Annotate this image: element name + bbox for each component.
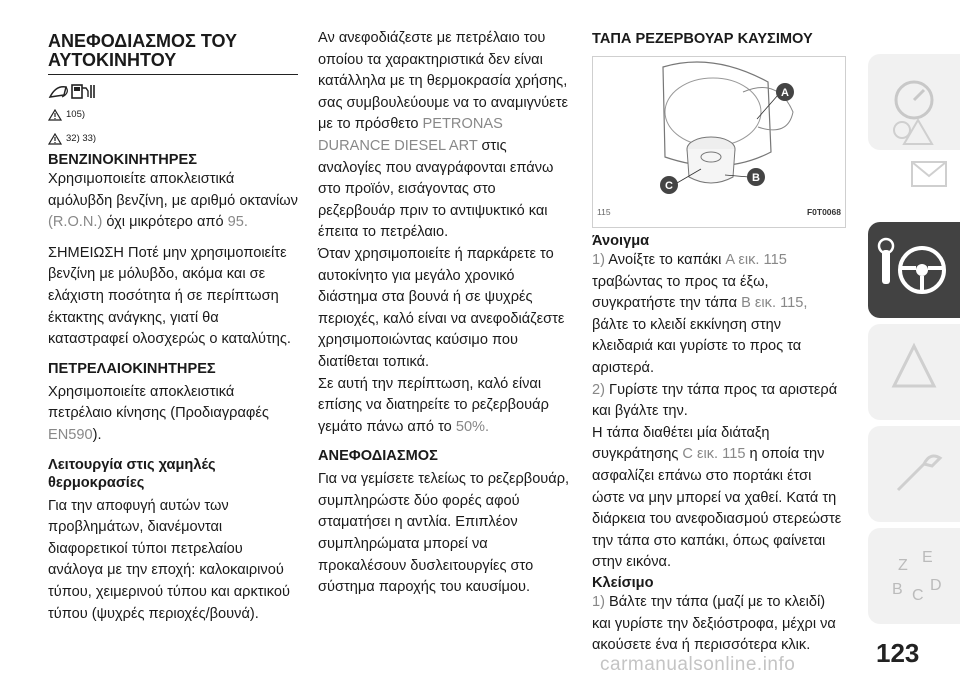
mail-tab-icon	[868, 148, 960, 208]
fuel-cap-illustration	[593, 57, 845, 207]
fuel-cap-figure	[592, 56, 846, 228]
tank-level-paragraph: Σε αυτή την περίπτωση, καλό είναι επίσης να διατηρείτε το ρεζερβουάρ γεμάτο πάνω από το 50%.	[318, 375, 549, 435]
diesel-heading: ΠΕΤΡΕΛΑΙΟΚΙΝΗΤΗΡΕΣ	[48, 360, 216, 377]
cold-region-paragraph: Όταν χρησιμοποιείτε ή παρκάρετε το αυτοκίνητο για μεγάλο χρονικό διάστημα στα βουνά ή σε ψυχρές περιοχές, καλό είναι να ανεφοδιάζεστε χρησιμοποιώντας καύσιμο που διατίθεται τοπικά.	[318, 245, 565, 370]
opening-step-1: 1) Ανοίξτε το καπάκι A εικ. 115 τραβώντας το προς τα έξω, συγκρατήστε την τάπα B εικ. 115, βάλτε το κλειδί εκκίνηση στην κλειδαριά και γυρίστε το προς τα αριστερά.	[592, 252, 808, 376]
svg-text:Z: Z	[898, 557, 908, 574]
key-steering-tab-icon	[868, 222, 960, 318]
diesel-text: Χρησιμοποιείτε αποκλειστικά πετρέλαιο κίνησης (Προδιαγραφές EN590).	[48, 383, 269, 443]
low-temp-text: Για την αποφυγή αυτών των προβλημάτων, διανέμονται διαφορετικοί τύποι πετρελαίου ανάλογα με την εποχή: καλοκαιρινού τύπου, χειμερινού τύπου και αρκτικού τύπου (ψυχρές περιοχές/βουνά).	[48, 497, 291, 622]
watermark: carmanualsonline.info	[600, 654, 796, 675]
roadside-tab-icon	[868, 324, 960, 420]
fuel-pump-leaf-icon	[48, 81, 300, 103]
petrol-heading: ΒΕΝΖΙΝΟΚΙΝΗΤΗΡΕΣ	[48, 152, 198, 168]
section-title: ΑΝΕΦΟΔΙΑΣΜΟΣ ΤΟΥ ΑΥΤΟΚΙΝΗΤΟΥ	[48, 31, 238, 70]
closing-heading: Κλείσιμο	[592, 574, 654, 591]
tab-maintenance[interactable]	[868, 426, 960, 522]
refuel-text: Για να γεμίσετε τελείως το ρεζερβουάρ, συμπληρώστε δύο φορές αφού σταματήσει η αντλία. Επιπλέον συμπληρώματα μπορεί να προκαλέσουν δυσλειτουργίες στο σύστημα παροχής του καυσίμου.	[318, 471, 570, 596]
closing-step-1: 1) Βάλτε την τάπα (μαζί με το κλειδί) και γυρίστε την δεξιόστροφα, μέχρι να ακούσετε ένα ή περισσότερα κλικ.	[592, 593, 836, 654]
svg-text:C: C	[912, 587, 924, 604]
label-c: C	[665, 180, 673, 192]
column-left	[48, 28, 300, 625]
column-right	[592, 28, 844, 657]
note-paragraph: ΣΗΜΕΙΩΣΗ Ποτέ μην χρησιμοποιείτε βενζίνη με μόλυβδο, ακόμα και σε ελάχιστη ποσότητα ή σε περίπτωση έκτακτης ανάγκης, γιατί θα καταστραφεί ολοσχερώς ο καταλύτης.	[48, 244, 291, 348]
figure-code: F0T0068	[806, 207, 841, 218]
title-rule	[48, 74, 298, 75]
tab-specifications[interactable]	[868, 528, 960, 624]
label-a: A	[781, 87, 789, 99]
specs-tab-icon	[868, 528, 960, 624]
opening-heading: Άνοιγμα	[592, 233, 650, 249]
column-middle	[318, 28, 573, 599]
svg-text:E: E	[922, 549, 933, 566]
warning-triangle-icon	[48, 133, 62, 145]
warning-triangle-icon	[48, 109, 62, 121]
refuel-heading: ΑΝΕΦΟΔΙΑΣΜΟΣ	[318, 448, 438, 465]
opening-step-2: 2) Γυρίστε την τάπα προς τα αριστερά και βγάλτε την.	[592, 381, 838, 420]
page-number: 123	[876, 638, 920, 668]
tab-emergency[interactable]	[868, 324, 960, 420]
petrol-text: Χρησιμοποιείτε αποκλειστικά αμόλυβδη βενζίνη, με αριθμό οκτανίων (R.O.N.) όχι μικρότερο από 95.	[48, 171, 298, 231]
fuel-cap-heading: ΤΑΠΑ ΡΕΖΕΡΒΟΥΑΡ ΚΑΥΣΙΜΟΥ	[592, 31, 813, 47]
warning-ref-2: 32) 33)	[48, 127, 300, 151]
additive-paragraph: Αν ανεφοδιάζεστε με πετρέλαιο του οποίου τα χαρακτηριστικά δεν είναι κατάλληλα με τη θερμοκρασία χρήσης, σας συμβουλεύουμε να το αναμιγνύετε με το πρόσθετο PETRONAS DURANCE DIESEL ART στις αναλογίες που αναγράφονται επάνω στο προϊόν, εισάγοντας στο ρεζερβουάρ πριν το αντιψυκτικό και έπειτα το πετρέλαιο.	[318, 30, 568, 241]
chapter-tabs	[854, 0, 960, 678]
low-temp-heading: Λειτουργία στις χαμηλές θερμοκρασίες	[48, 456, 216, 491]
svg-text:D: D	[930, 577, 942, 594]
svg-text:B: B	[892, 581, 903, 598]
cap-retainer-paragraph: Η τάπα διαθέτει μία διάταξη συγκράτησης C εικ. 115 η οποία την ασφαλίζει επάνω στο πορτάκι έτσι ώστε να μην μπορεί να χαθεί. Κατά τη διάρκεια του ανεφοδιασμού στερεώστε την τάπα στο καπάκι, όπως φαίνεται στην εικόνα.	[592, 424, 842, 571]
label-b: B	[752, 172, 760, 184]
figure-number: 115	[597, 207, 611, 218]
maintenance-tab-icon	[868, 426, 960, 522]
warning-ref-1: 105)	[48, 103, 300, 127]
tab-starting-driving[interactable]	[868, 222, 960, 318]
